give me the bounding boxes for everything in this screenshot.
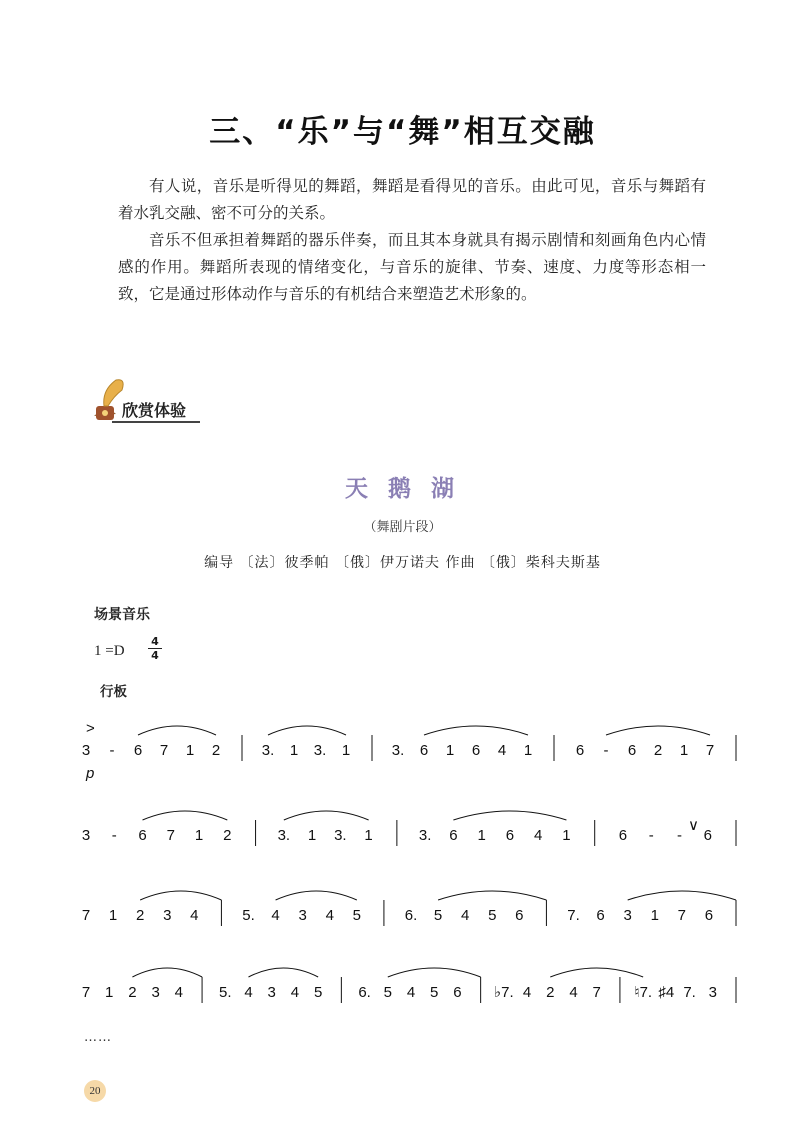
note: 4 — [244, 984, 253, 1001]
note: 4 — [325, 907, 334, 924]
note: 3 — [623, 907, 632, 924]
note: 3 — [708, 984, 717, 1001]
note: 4 — [406, 984, 416, 1001]
slur — [388, 968, 481, 977]
dash-note: - — [109, 742, 115, 759]
note: 3. — [313, 742, 327, 759]
note: 3 — [298, 907, 307, 924]
song-title: 天 鹅 湖 — [344, 475, 460, 502]
note: 5 — [488, 907, 497, 924]
note: 3 — [81, 742, 91, 759]
note: 1 — [307, 827, 317, 844]
note: 6 — [449, 827, 458, 844]
note: 1 — [185, 742, 195, 759]
note: ♯4 — [658, 984, 675, 1001]
section-label: 欣赏体验 — [122, 401, 187, 420]
note: 4 — [174, 984, 184, 1001]
note: 1 — [679, 742, 689, 759]
note: 1 — [445, 742, 455, 759]
note: 4 — [534, 827, 543, 844]
slur — [284, 811, 369, 820]
note: 2 — [546, 984, 555, 1001]
note: 7 — [677, 907, 687, 924]
time-top: 4 — [151, 635, 159, 648]
note: 6 — [515, 907, 524, 924]
note: 6 — [703, 827, 712, 844]
note: 5. — [242, 907, 255, 924]
note: 1 — [364, 827, 373, 844]
note: 7 — [166, 827, 175, 844]
slur — [249, 968, 319, 977]
note: 1 — [523, 742, 533, 759]
note: 6 — [575, 742, 585, 759]
note: 6 — [596, 907, 605, 924]
note: 2 — [223, 827, 232, 844]
page-number: 20 — [84, 1080, 106, 1102]
note: 3 — [81, 827, 91, 844]
note: 5. — [219, 984, 232, 1001]
note: 4 — [271, 907, 280, 924]
note: 7 — [81, 984, 91, 1001]
note: 2 — [653, 742, 663, 759]
slur — [268, 726, 346, 735]
note: 3. — [261, 742, 275, 759]
note: ♭7. — [494, 984, 514, 1001]
note: 2 — [135, 907, 145, 924]
note: 6 — [453, 984, 462, 1001]
song-credits: 编导 〔法〕彼季帕 〔俄〕伊万诺夫 作曲 〔俄〕柴科夫斯基 — [204, 555, 601, 571]
time-bottom: 4 — [151, 649, 159, 662]
note: 5 — [433, 907, 443, 924]
note: 3. — [334, 827, 347, 844]
note: 3 — [151, 984, 160, 1001]
note: 7 — [81, 907, 91, 924]
note: 1 — [562, 827, 571, 844]
note: 1 — [194, 827, 204, 844]
note: 1 — [105, 984, 114, 1001]
note: 6 — [138, 827, 147, 844]
accent-mark: > — [86, 720, 95, 737]
note: 3 — [163, 907, 172, 924]
note: 4 — [569, 984, 578, 1001]
note: 6 — [627, 742, 637, 759]
note: 7. — [683, 984, 696, 1001]
dash-note: - — [603, 742, 609, 759]
page-title: 三、“乐”与“舞”相互交融 — [209, 114, 596, 150]
note: 4 — [460, 907, 470, 924]
note: 6 — [133, 742, 143, 759]
slur — [550, 968, 643, 977]
note: 4 — [190, 907, 199, 924]
note: 6 — [419, 742, 429, 759]
note: 3 — [267, 984, 276, 1001]
note: 5 — [430, 984, 439, 1001]
note: 7. — [567, 907, 580, 924]
note: 2 — [128, 984, 137, 1001]
slur — [606, 726, 710, 735]
note: 1 — [650, 907, 659, 924]
note: 3. — [391, 742, 405, 759]
note: 6 — [471, 742, 481, 759]
note: 4 — [497, 742, 507, 759]
slur — [453, 811, 566, 820]
slur — [438, 891, 546, 900]
paragraph-1-text: 有人说，音乐是听得见的舞蹈，舞蹈是看得见的音乐。由此可见，音乐与舞蹈有着水乳交融、密不可分的关系。 — [118, 177, 706, 222]
continuation-ellipsis: …… — [84, 1030, 112, 1045]
note: 4 — [290, 984, 300, 1001]
slur — [628, 891, 736, 900]
note: ♮7. — [634, 984, 653, 1001]
slur — [132, 968, 202, 977]
note: 2 — [211, 742, 221, 759]
note: 6 — [505, 827, 515, 844]
note: 6. — [404, 907, 418, 924]
dash-note: - — [676, 827, 682, 844]
note: 6 — [704, 907, 714, 924]
note: 5 — [383, 984, 392, 1001]
note: 7 — [159, 742, 169, 759]
tempo-marking: 行板 — [100, 684, 127, 700]
note: 6. — [358, 984, 371, 1001]
breath-mark: ∨ — [688, 817, 699, 834]
slur — [276, 891, 357, 900]
note: 4 — [522, 984, 532, 1001]
note: 5 — [313, 984, 323, 1001]
note: 7 — [592, 984, 601, 1001]
note: 1 — [289, 742, 299, 759]
paragraph-2-text: 音乐不但承担着舞蹈的器乐伴奏，而且其本身就具有揭示剧情和刻画角色内心情感的作用。舞蹈所表现的情绪变化，与音乐的旋律、节奏、速度、力度等形态相一致，它是通过形体动作与音乐的有机结合来塑造艺术形象的。 — [118, 231, 706, 303]
key-signature: 1 =D — [94, 643, 125, 659]
scene-label: 场景音乐 — [94, 607, 150, 623]
dynamic-mark: p — [86, 765, 95, 782]
note: 3. — [277, 827, 291, 844]
note: 5 — [352, 907, 362, 924]
note: 3. — [418, 827, 432, 844]
slur — [143, 811, 228, 820]
note: 1 — [108, 907, 118, 924]
note: 7 — [705, 742, 715, 759]
slur — [138, 726, 216, 735]
note: 1 — [477, 827, 486, 844]
dash-note: - — [648, 827, 654, 844]
song-subtitle: （舞剧片段） — [363, 520, 442, 535]
dash-note: - — [111, 827, 117, 844]
slur — [424, 726, 528, 735]
note: 6 — [618, 827, 628, 844]
note: 1 — [341, 742, 351, 759]
slur — [140, 891, 221, 900]
